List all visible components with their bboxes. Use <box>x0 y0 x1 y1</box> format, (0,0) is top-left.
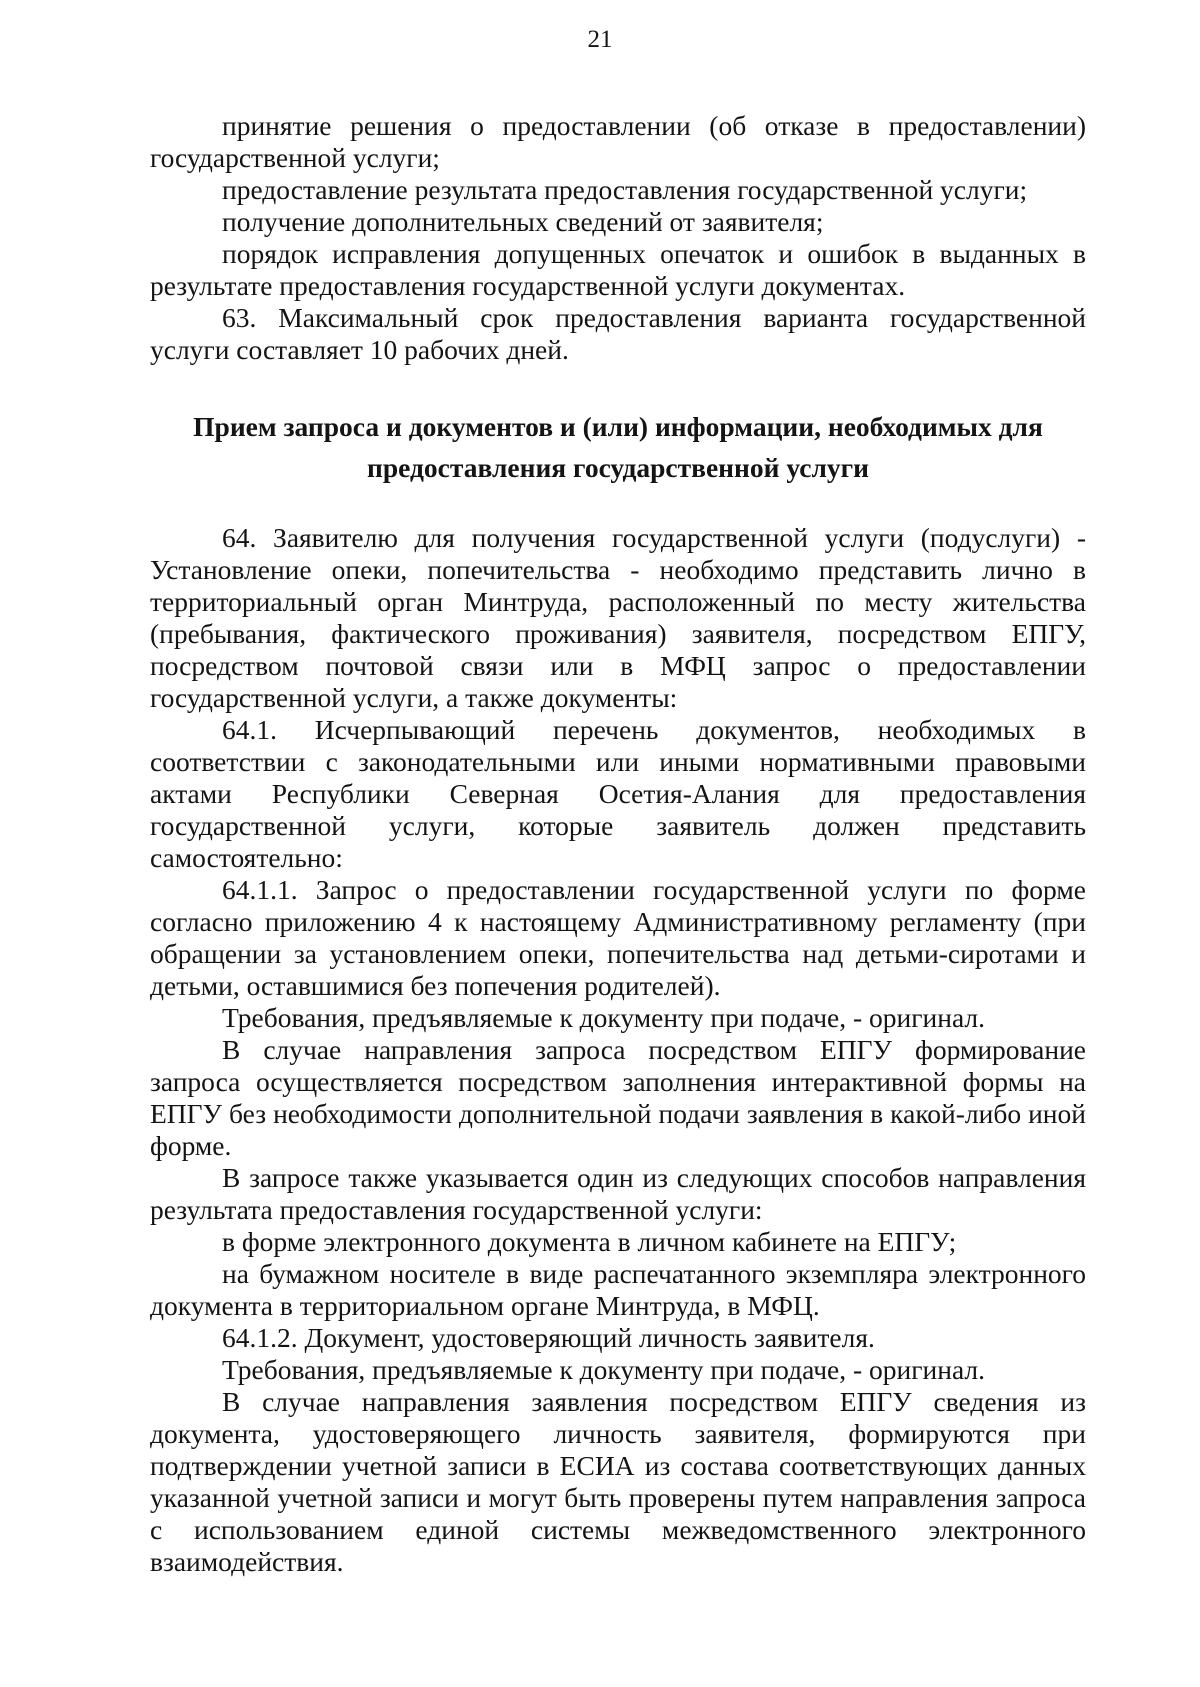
paragraph-requirements-2: Требования, предъявляемые к документу при подаче, - оригинал. <box>222 1354 986 1385</box>
document-body <box>150 110 1086 1578</box>
paragraph-epgu-form: В случае направления запроса посредством ЕПГУ формирование запроса осуществляется посредством заполнения интерактивной формы на ЕПГУ без необходимости дополнительной подачи заявления в какой-либо иной форме. <box>150 1034 1086 1161</box>
paragraph-requirements-1: Требования, предъявляемые к документу при подаче, - оригинал. <box>222 1002 986 1033</box>
paragraph-64: 64. Заявителю для получения государственной услуги (подуслуги) - Установление опеки, попечительства - необходимо представить лично в территориальный орган Минтруда, расположенный по месту жительства (пребывания, фактического проживания) заявителя, посредством ЕПГУ, посредством почтовой связи или в МФЦ запрос о предоставлении государственной услуги, а также документы: <box>150 522 1086 713</box>
paragraph-64-1-2: 64.1.2. Документ, удостоверяющий личность заявителя. <box>222 1322 875 1353</box>
paragraph-corrections: порядок исправления допущенных опечаток и ошибок в выданных в результате предоставления государственной услуги документах. <box>150 238 1086 301</box>
section-heading-line-1: Прием запроса и документов и (или) информации, необходимых для <box>193 411 1043 442</box>
paragraph-64-1: 64.1. Исчерпывающий перечень документов, необходимых в соответствии с законодательными или иными нормативными правовыми актами Республики Северная Осетия-Алания для предоставления государственной услуги, которые заявитель должен представить самостоятельно: <box>150 714 1086 873</box>
paragraph-electronic-doc: в форме электронного документа в личном кабинете на ЕПГУ; <box>222 1226 957 1257</box>
paragraph-64-1-1: 64.1.1. Запрос о предоставлении государственной услуги по форме согласно приложению 4 к настоящему Административному регламенту (при обращении за установлением опеки, попечительства над детьми-сиротами и детьми, оставшимися без попечения родителей). <box>150 874 1086 1001</box>
paragraph-decision: принятие решения о предоставлении (об отказе в предоставлении) государственной услуги; <box>150 110 1086 173</box>
paragraph-result-methods: В запросе также указывается один из следующих способов направления результата предоставления государственной услуги: <box>150 1162 1086 1225</box>
paragraph-63: 63. Максимальный срок предоставления варианта государственной услуги составляет 10 рабочих дней. <box>150 302 1086 365</box>
section-heading <box>150 406 1086 488</box>
section-heading-line-2: предоставления государственной услуги <box>367 452 869 483</box>
page-number: 21 <box>587 26 613 53</box>
paragraph-esia: В случае направления заявления посредством ЕПГУ сведения из документа, удостоверяющего личность заявителя, формируются при подтверждении учетной записи в ЕСИА из состава соответствующих данных указанной учетной записи и могут быть проверены путем направления запроса с использованием единой системы межведомственного электронного взаимодействия. <box>150 1386 1086 1577</box>
paragraph-paper-doc: на бумажном носителе в виде распечатанного экземпляра электронного документа в территориальном органе Минтруда, в МФЦ. <box>150 1258 1086 1321</box>
paragraph-result: предоставление результата предоставления государственной услуги; <box>222 174 1028 205</box>
paragraph-additional-info: получение дополнительных сведений от заявителя; <box>222 206 824 237</box>
